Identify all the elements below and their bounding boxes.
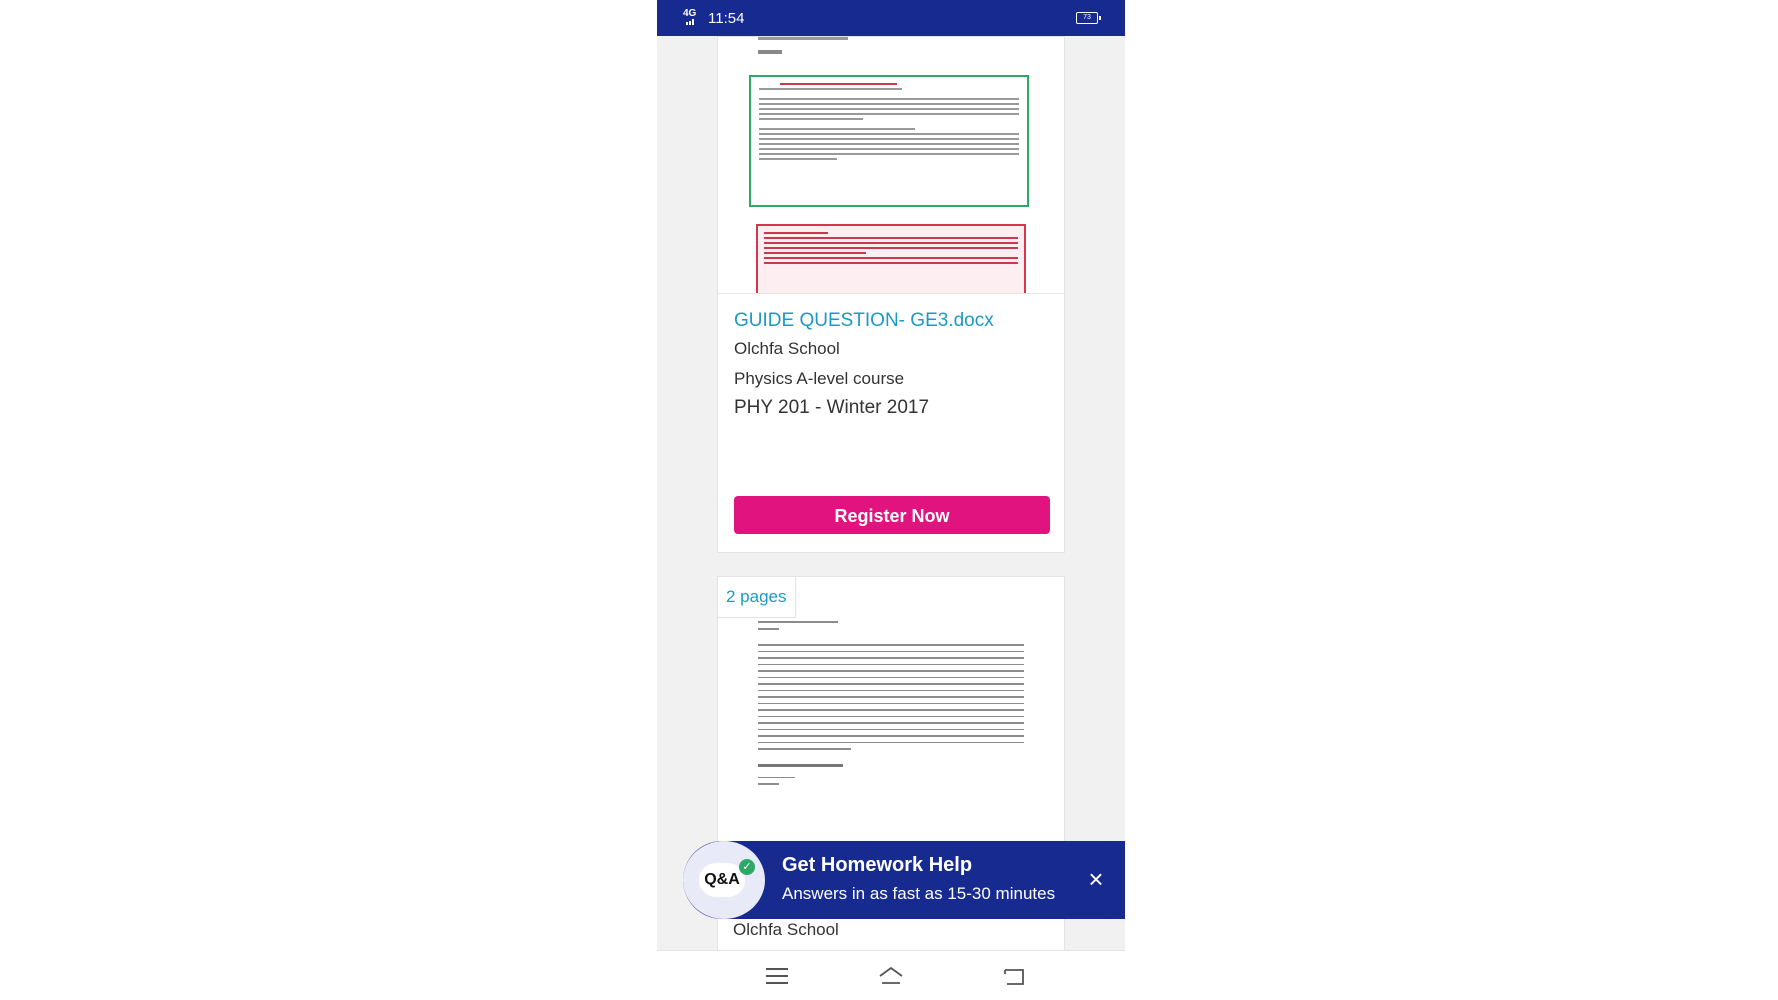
home-icon[interactable] (878, 965, 904, 987)
highlighted-section (756, 224, 1026, 294)
document-thumbnail[interactable] (718, 37, 1064, 294)
battery-icon: 73 (1076, 12, 1098, 24)
back-icon[interactable] (1001, 965, 1027, 987)
network-type: 4G (683, 8, 697, 19)
course-name: Physics A-level course (734, 369, 905, 388)
check-icon: ✓ (739, 859, 755, 875)
document-thumbnail[interactable] (758, 621, 1024, 790)
close-icon[interactable]: × (1088, 864, 1104, 894)
status-time: 11:54 (708, 10, 745, 27)
document-card[interactable] (717, 36, 1065, 553)
banner-subtitle: Answers in as fast as 15-30 minutes (782, 884, 1056, 903)
page-count-badge: 2 pages (718, 577, 796, 618)
document-title-link[interactable]: GUIDE QUESTION- GE3.docx (734, 310, 994, 331)
menu-icon[interactable] (764, 965, 790, 987)
homework-help-banner[interactable] (683, 841, 1125, 919)
signal-icon (686, 19, 696, 25)
course-term: PHY 201 - Winter 2017 (734, 397, 930, 418)
phone-screen (657, 0, 1125, 1000)
qa-badge: Q&A (699, 863, 745, 897)
navigation-bar (657, 950, 1125, 1000)
document-info (734, 309, 1048, 419)
highlighted-section (749, 75, 1029, 207)
banner-title: Get Homework Help (782, 854, 973, 876)
register-now-button[interactable]: Register Now (734, 496, 1050, 534)
status-bar (657, 0, 1125, 36)
school-name: Olchfa School (734, 339, 840, 358)
qa-icon (683, 841, 765, 919)
school-name: Olchfa School (733, 920, 839, 939)
